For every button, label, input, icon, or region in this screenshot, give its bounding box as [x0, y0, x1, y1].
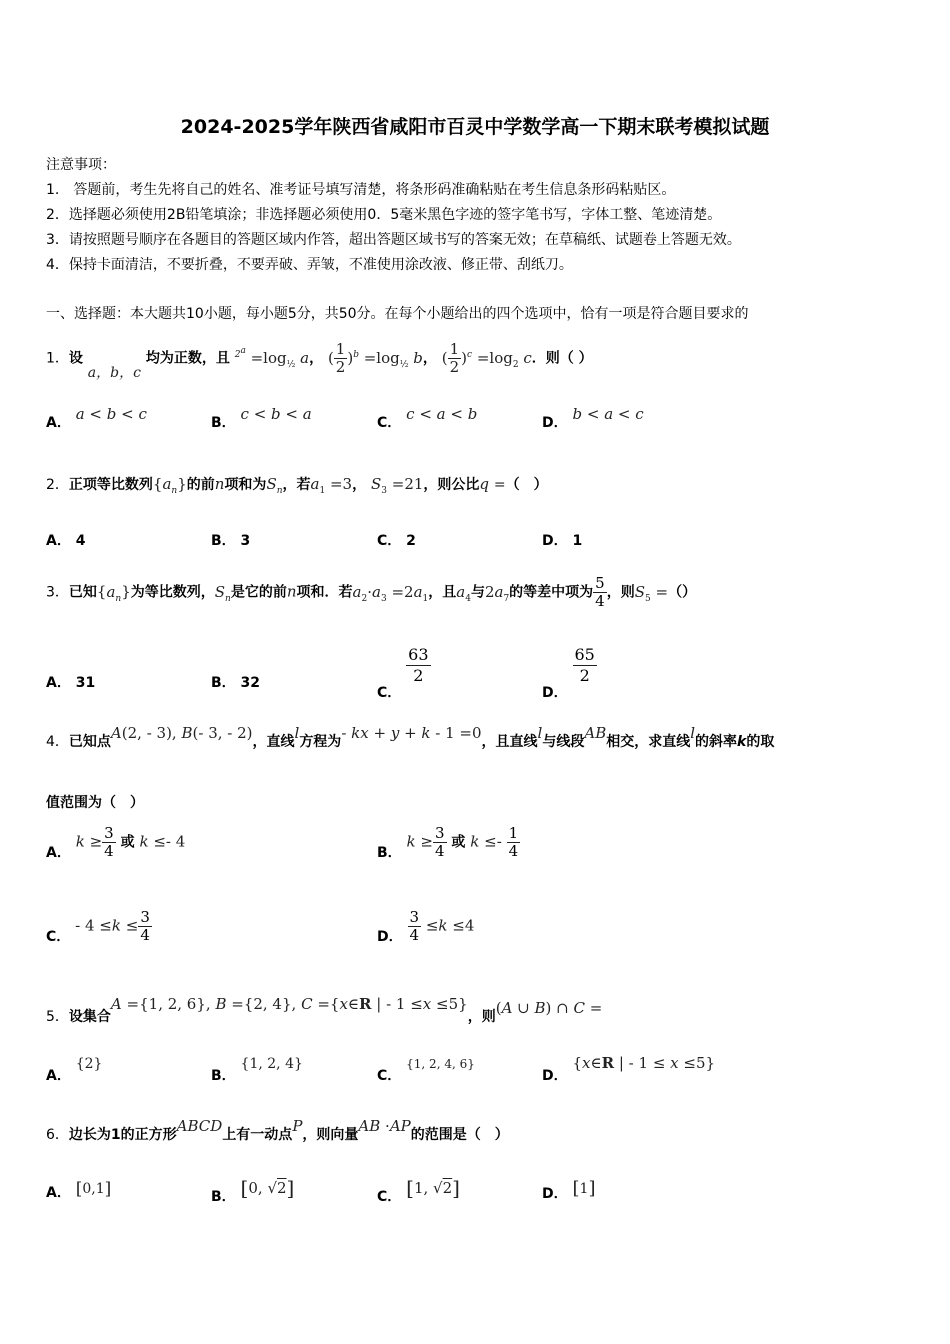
question-number: 1． [46, 350, 69, 367]
notice-item-2: 2．选择题必须使用2B铅笔填涂；非选择题必须使用0．5毫米黑色字迹的签字笔书写，字体工整、笔迹清楚。 [46, 207, 722, 223]
page-title: 2024-2025学年陕西省咸阳市百灵中学数学高一下期末联考模拟试题 [180, 116, 770, 138]
q5-option-b[interactable]: B． {1, 2, 4} [211, 1056, 303, 1084]
notice-heading: 注意事项： [46, 157, 116, 173]
q2-option-a[interactable]: A． 4 [46, 533, 86, 549]
q5-option-c[interactable]: C． {1, 2, 4, 6} [377, 1057, 475, 1084]
q3-option-a[interactable]: A． 31 [46, 675, 96, 691]
notice-item-4: 4．保持卡面清洁，不要折叠，不要弄破、弄皱，不准使用涂改液、修正带、刮纸刀。 [46, 257, 573, 273]
question-number: 6． [46, 1127, 69, 1143]
q6-option-a[interactable]: A． [0,1] [46, 1179, 112, 1201]
question-number: 3． [46, 584, 69, 601]
question-number: 2． [46, 477, 69, 493]
q6-option-b[interactable]: B． [0, √2] [211, 1176, 295, 1205]
q4-option-d[interactable]: D． $\frac{3}{4}$ ≤k ≤4 [377, 908, 475, 945]
q1-option-a[interactable]: A． a < b < c [46, 405, 147, 431]
question-6: 6．边长为1的正方形ABCD上有一动点P，则向量AB ·AP的范围是（ ） [46, 1117, 509, 1143]
q4-option-b[interactable]: B． k ≥ $\frac{3}{4}$ 或 k ≤- $\frac{1}{4}$ [377, 824, 519, 861]
q2-option-c[interactable]: C． 2 [377, 533, 416, 549]
q1-option-b[interactable]: B． c < b < a [211, 405, 312, 431]
q4-option-a[interactable]: A． k ≥ $\frac{3}{4}$ 或 k ≤- 4 [46, 824, 186, 861]
q2-option-d[interactable]: D． 1 [542, 533, 583, 549]
section-heading: 一、选择题：本大题共10小题，每小题5分，共50分。在每个小题给出的四个选项中，恰有一项是符合题目要求的 [46, 306, 749, 322]
q3-option-c[interactable]: C． $\frac{63}{2}$ [377, 645, 429, 701]
question-1: 1．设 a，b，c 均为正数，且 $^{2^a} =\log_{\frac{1}{2}}$ a， ( $\frac{1}{2}$ )$^b =\log_{\frac{1}{2}}$ b， ( $\frac{1}{2}$ )$^c =\log_2$ c．则（ ） [46, 340, 593, 381]
q1-variables: a，b，c [87, 364, 141, 381]
question-number: 4． [46, 734, 69, 750]
q1-option-c[interactable]: C． c < a < b [377, 405, 478, 431]
question-4: 4．已知点A(2, - 3), B(- 3, - 2)，直线l方程为- kx + y + k - 1 =0，且直线l与线段AB相交，求直线l的斜率k的取 [46, 724, 775, 750]
question-3: 3．已知$\{a_n\}$为等比数列，$S_n$是它的前n项和．若$a_2\cdot a_3 =2a_1$，且$a_4$与$2a_7$的等差中项为 $\frac{5}{4}$ ，则$S_5$ =（） [46, 574, 697, 610]
q3-option-d[interactable]: D． $\frac{65}{2}$ [542, 645, 595, 701]
notice-item-1: 1. 答题前，考生先将自己的姓名、准考证号填写清楚，将条形码准确粘贴在考生信息条形码粘贴区。 [46, 182, 676, 198]
q6-option-d[interactable]: D． [1] [542, 1178, 596, 1202]
question-5: 5．设集合A ={1, 2, 6}, B ={2, 4}, C ={x∈R | - 1 ≤x ≤5}，则(A ∪ B) ∩ C = [46, 995, 603, 1025]
q5-option-d[interactable]: D． {x∈R | - 1 ≤ x ≤5} [542, 1054, 716, 1084]
q6-option-c[interactable]: C． [1, √2] [377, 1176, 460, 1205]
q3-option-b[interactable]: B． 32 [211, 675, 261, 691]
notice-item-3: 3．请按照题号顺序在各题目的答题区域内作答，超出答题区域书写的答案无效；在草稿纸、试题卷上答题无效。 [46, 232, 741, 248]
question-number: 5． [46, 1009, 69, 1025]
q4-option-c[interactable]: C． - 4 ≤k ≤ $\frac{3}{4}$ [46, 908, 150, 945]
q2-option-b[interactable]: B． 3 [211, 533, 251, 549]
question-4-line2: 值范围为（ ） [46, 795, 144, 811]
q5-option-a[interactable]: A． {2} [46, 1056, 103, 1084]
question-2: 2．正项等比数列$\{a_n\}$的前n项和为$S_n$，若$a_1 =3$， $S_3 =21$，则公比q =（ ） [46, 475, 548, 496]
q1-option-d[interactable]: D． b < a < c [542, 405, 644, 431]
